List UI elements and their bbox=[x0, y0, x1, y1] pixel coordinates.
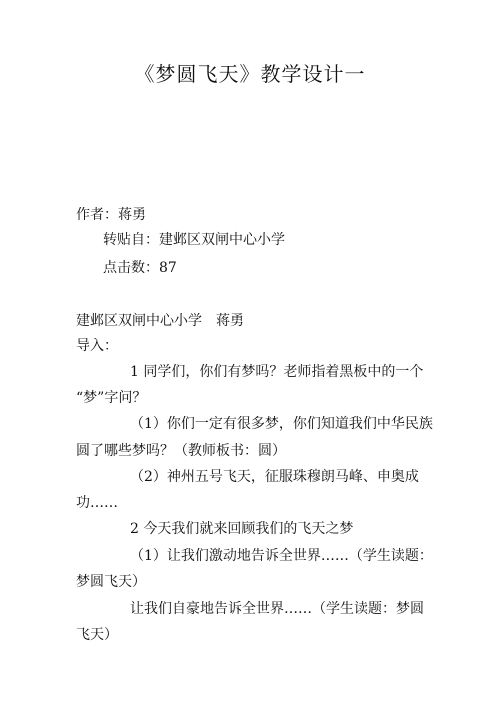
paragraph-line: 梦圆飞天） bbox=[76, 574, 146, 590]
repost-source-line: 转贴自：建邺区双闸中心小学 bbox=[103, 232, 285, 248]
paragraph-line: （2）神州五号飞天，征服珠穆朗马峰、申奥成 bbox=[130, 469, 419, 485]
paragraph-line: 圆了哪些梦吗？（教师板书：圆） bbox=[76, 443, 286, 459]
author-line: 作者：蒋勇 bbox=[76, 207, 146, 223]
intro-label: 导入： bbox=[76, 338, 118, 354]
paragraph-line: 2 今天我们就来回顾我们的飞天之梦 bbox=[130, 521, 354, 537]
paragraph-line: 功…… bbox=[76, 495, 118, 511]
paragraph-line: 飞天） bbox=[76, 627, 118, 643]
paragraph-line: （1）让我们激动地告诉全世界……（学生读题： bbox=[130, 548, 433, 564]
paragraph-line: （1）你们一定有很多梦，你们知道我们中华民族 bbox=[130, 416, 433, 432]
paragraph-line: 让我们自豪地告诉全世界……（学生读题：梦圆 bbox=[130, 601, 424, 617]
paragraph-line: 1 同学们，你们有梦吗？老师指着黑板中的一个 bbox=[130, 364, 424, 380]
byline: 建邺区双闸中心小学 蒋勇 bbox=[76, 313, 244, 329]
paragraph-line: “梦”字问？ bbox=[76, 390, 147, 406]
document-title: 《梦圆飞天》教学设计一 bbox=[134, 62, 366, 86]
click-count-line: 点击数：87 bbox=[103, 260, 177, 276]
